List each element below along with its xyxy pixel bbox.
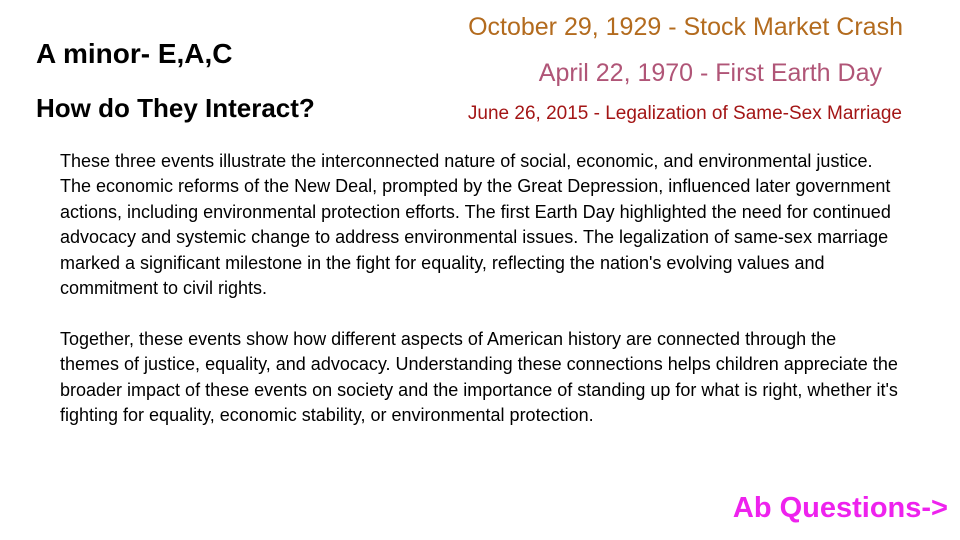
slide-title: A minor- E,A,C [36, 38, 233, 69]
paragraph-together: Together, these events show how different aspects of American history are connected through the themes of justice, equality, and advocacy. Understanding these connections helps children appreciate the broader impact of these events on society and the importance of standing up for what is right, whether it's fighting for equality, economic stability, or environmental protection. [60, 328, 898, 426]
body-text [60, 149, 900, 428]
event-stock-market-crash: October 29, 1929 - Stock Market Crash [468, 13, 903, 41]
next-questions-link[interactable]: Ab Questions-> [732, 492, 948, 524]
slide-subtitle: How do They Interact? [36, 93, 315, 123]
paragraph-interconnection: These three events illustrate the interconnected nature of social, economic, and environmental justice. The economic reforms of the New Deal, prompted by the Great Depression, influenced later government actions, including environmental protection efforts. The first Earth Day highlighted the need for continued advocacy and systemic change to address environmental issues. The legalization of same-sex marriage marked a significant milestone in the fight for equality, reflecting the nation's evolving values and commitment to civil rights. [60, 151, 891, 299]
event-same-sex-marriage: June 26, 2015 - Legalization of Same-Sex Marriage [467, 103, 902, 124]
event-first-earth-day: April 22, 1970 - First Earth Day [538, 59, 882, 87]
